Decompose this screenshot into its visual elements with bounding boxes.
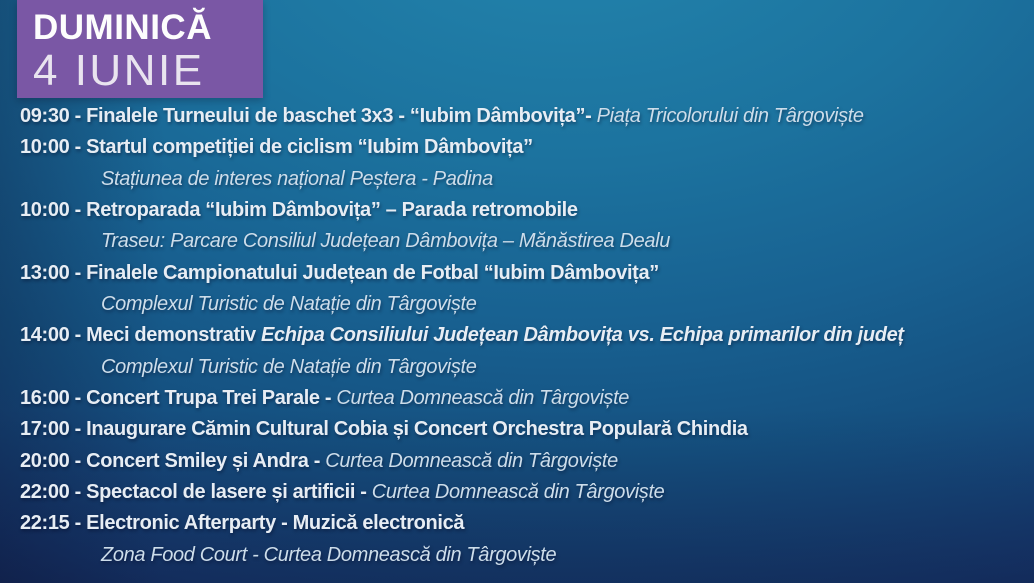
schedule-subline (0, 352, 1034, 383)
event-title: 14:00 - Meci demonstrativ (20, 324, 261, 347)
schedule-subline (0, 289, 1034, 320)
event-title: 16:00 - Concert Trupa Trei Parale - (20, 387, 337, 410)
schedule-line (0, 414, 1034, 445)
event-title: 22:15 - Electronic Afterparty - Muzică electronică (20, 512, 465, 535)
event-venue: Curtea Domnească din Târgoviște (371, 481, 665, 504)
event-venue: Curtea Domnească din Târgoviște (336, 387, 630, 410)
schedule-line (0, 320, 1034, 351)
schedule-subline (0, 226, 1034, 257)
event-venue: Stațiunea de interes național Peștera - Padina (101, 167, 493, 190)
schedule-line (0, 508, 1034, 539)
schedule-line (0, 383, 1034, 414)
event-title: 22:00 - Spectacol de lasere și artificii - (20, 481, 372, 504)
schedule-line (0, 477, 1034, 508)
event-venue: Zona Food Court - Curtea Domnească din Târgoviște (101, 543, 557, 566)
schedule-line (0, 258, 1034, 289)
event-title: 13:00 - Finalele Campionatului Județean de Fotbal “Iubim Dâmbovița” (20, 261, 659, 284)
event-venue: Curtea Domnească din Târgoviște (325, 449, 618, 472)
event-title: Echipa Consiliului Județean Dâmbovița vs. Echipa primarilor din județ (261, 324, 904, 347)
schedule-line (0, 101, 1034, 132)
schedule-line (0, 195, 1034, 226)
event-title: 20:00 - Concert Smiley și Andra - (20, 449, 326, 472)
schedule-subline (0, 164, 1034, 195)
event-title: 10:00 - Startul competiției de ciclism “Iubim Dâmbovița” (20, 136, 533, 159)
date-header-box (17, 0, 263, 98)
event-venue: Complexul Turistic de Natație din Târgoviște (101, 355, 477, 378)
header-day-label: DUMINICĂ (33, 8, 212, 47)
schedule-subline (0, 540, 1034, 571)
event-title: 09:30 - Finalele Turneului de baschet 3x3 - “Iubim Dâmbovița”- (20, 105, 597, 127)
schedule-line (0, 132, 1034, 163)
event-venue: Piața Tricolorului din Târgoviște (596, 105, 864, 127)
schedule-list (0, 101, 1034, 571)
event-venue: Complexul Turistic de Natație din Târgoviște (101, 293, 477, 316)
event-venue: Traseu: Parcare Consiliul Județean Dâmbovița – Mănăstirea Dealu (101, 230, 670, 253)
header-date-label: 4 IUNIE (33, 46, 205, 95)
schedule-line (0, 446, 1034, 477)
event-title: 10:00 - Retroparada “Iubim Dâmbovița” – Parada retromobile (20, 199, 578, 222)
event-title: 17:00 - Inaugurare Cămin Cultural Cobia și Concert Orchestra Populară Chindia (20, 418, 748, 441)
